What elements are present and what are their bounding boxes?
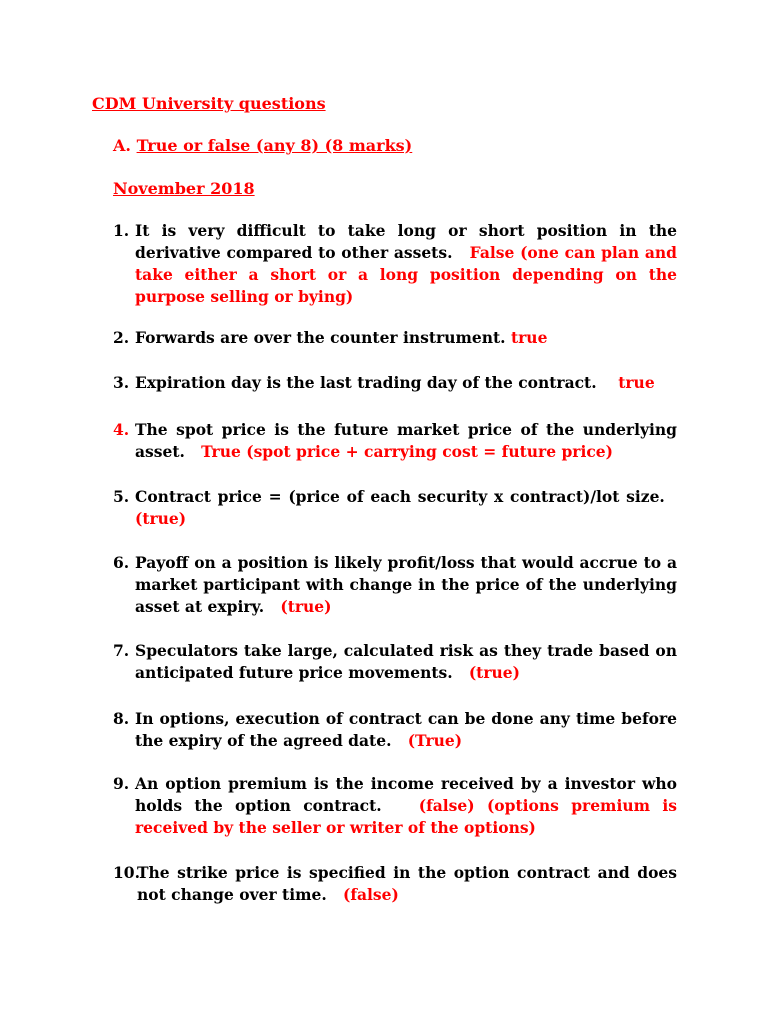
- question-number: 5.: [113, 487, 130, 506]
- question-text: The spot price is the future market price of the underlying asset.: [135, 420, 677, 461]
- question-number: 3.: [113, 373, 130, 392]
- question-text: The strike price is specified in the option contract and does not change over time.: [137, 863, 677, 904]
- section-label: A.: [113, 136, 131, 155]
- exam-session-date: November 2018: [113, 179, 255, 198]
- question-text: Speculators take large, calculated risk as they trade based on anticipated future price movements.: [135, 641, 677, 682]
- question-text: Forwards are over the counter instrument.: [135, 328, 506, 347]
- question-text: Contract price = (price of each security x contract)/lot size.: [135, 487, 665, 506]
- question-answer: False (one can plan and take either a short or a long position depending on the purpose selling or bying): [135, 243, 677, 306]
- question-number: 4.: [113, 420, 130, 439]
- question-item: [113, 862, 677, 906]
- question-number: 6.: [113, 553, 130, 572]
- question-item: [113, 640, 677, 684]
- question-number: 7.: [113, 641, 130, 660]
- question-item: [113, 552, 677, 618]
- section-title: True or false (any 8) (8 marks): [136, 136, 413, 155]
- question-item: [113, 220, 677, 308]
- question-number: 8.: [113, 709, 130, 728]
- question-item: [113, 773, 677, 839]
- document-title: CDM University questions: [92, 94, 326, 113]
- question-text: Payoff on a position is likely profit/loss that would accrue to a market participant with change in the price of the underlying asset at expiry.: [135, 553, 677, 616]
- question-item: [113, 327, 677, 349]
- question-text: An option premium is the income received by a investor who holds the option contract.: [135, 774, 677, 815]
- question-answer: true: [510, 328, 548, 347]
- question-number: 9.: [113, 774, 130, 793]
- question-answer: True (spot price + carrying cost = future price): [201, 442, 613, 461]
- question-number: 2.: [113, 328, 130, 347]
- question-answer: true: [618, 373, 655, 392]
- question-item: [113, 708, 677, 752]
- question-item: [113, 419, 677, 463]
- question-answer: (false) (options premium is received by the seller or writer of the options): [135, 796, 677, 837]
- question-text: Expiration day is the last trading day of the contract.: [135, 373, 597, 392]
- question-text: It is very difficult to take long or short position in the derivative compared to other assets.: [135, 221, 677, 262]
- question-answer: (true): [468, 663, 520, 682]
- section-heading: [113, 136, 412, 155]
- question-number: 1.: [113, 221, 130, 240]
- question-answer: (false): [342, 885, 399, 904]
- question-text: In options, execution of contract can be done any time before the expiry of the agreed date.: [135, 709, 677, 750]
- question-answer: (True): [407, 731, 463, 750]
- question-item: [113, 486, 677, 530]
- question-number: 10.: [113, 863, 140, 882]
- question-answer: (true): [280, 597, 332, 616]
- question-item: [113, 372, 677, 394]
- question-answer: (true): [135, 509, 187, 528]
